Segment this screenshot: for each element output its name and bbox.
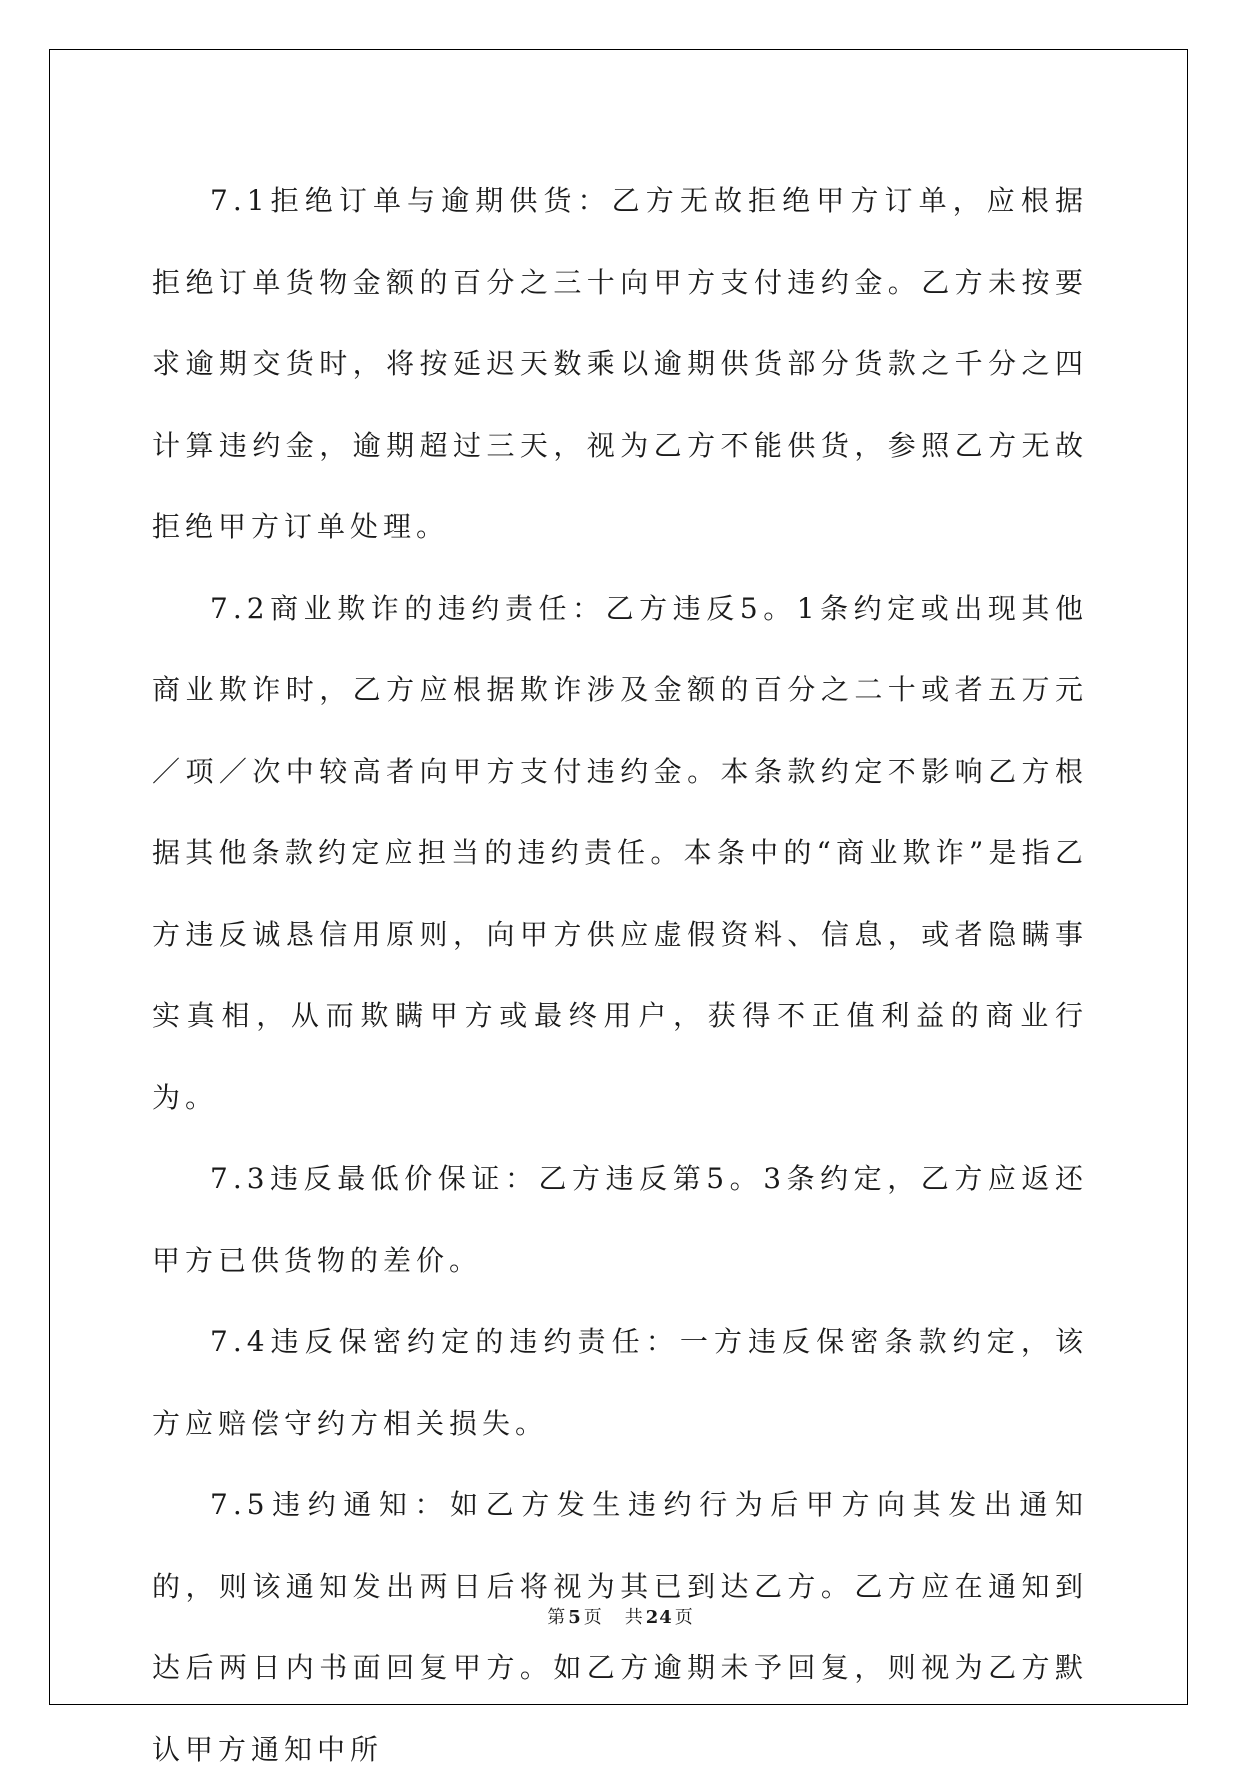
- page-prefix: 第: [547, 1607, 567, 1628]
- paragraph-7-2: 7.2商业欺诈的违约责任：乙方违反5。1条约定或出现其他商业欺诈时，乙方应根据欺诈涉及金额的百分之二十或者五万元／项／次中较高者向甲方支付违约金。本条款约定不影响乙方根据其他条款约定应担当的违约责任。本条中的“商业欺诈”是指乙方违反诚恳信用原则，向甲方供应虚假资料、信息，或者隐瞒事实真相，从而欺瞒甲方或最终用户，获得不正值利益的商业行为。: [152, 591, 1088, 1114]
- paragraph-7-1: 7.1拒绝订单与逾期供货：乙方无故拒绝甲方订单，应根据拒绝订单货物金额的百分之三十向甲方支付违约金。乙方未按要求逾期交货时，将按延迟天数乘以逾期供货部分货款之千分之四计算违约金，逾期超过三天，视为乙方不能供货，参照乙方无故拒绝甲方订单处理。: [152, 184, 1088, 543]
- total-suffix: 页: [674, 1607, 694, 1628]
- paragraph-7-4: 7.4违反保密约定的违约责任：一方违反保密条款约定，该方应赔偿守约方相关损失。: [152, 1325, 1088, 1440]
- paragraph-7-3: 7.3违反最低价保证：乙方违反第5。3条约定，乙方应返还甲方已供货物的差价。: [152, 1162, 1088, 1277]
- page-suffix: 页: [583, 1607, 603, 1628]
- page-footer: [0, 1603, 1241, 1629]
- page-total-number: 24: [645, 1607, 673, 1628]
- document-body: [152, 160, 1088, 1790]
- total-prefix: 共: [624, 1607, 644, 1628]
- page-current-number: 5: [568, 1607, 582, 1628]
- paragraph-7-5: 7.5违约通知：如乙方发生违约行为后甲方向其发出通知的，则该通知发出两日后将视为其已到达乙方。乙方应在通知到达后两日内书面回复甲方。如乙方逾期未予回复，则视为乙方默认甲方通知中所: [152, 1488, 1088, 1766]
